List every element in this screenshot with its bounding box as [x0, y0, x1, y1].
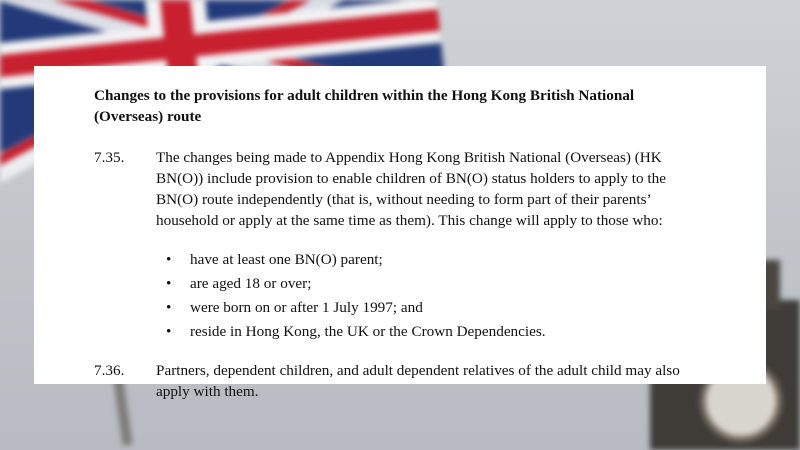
bullet-icon: •	[166, 322, 172, 340]
list-item: • reside in Hong Kong, the UK or the Crown Dependencies.	[166, 322, 706, 343]
list-item: • have at least one BN(O) parent;	[166, 250, 706, 271]
paragraph-text: The changes being made to Appendix Hong Kong British National (Overseas) (HK BN(O)) include provision to enable children of BN(O) status holders to apply to the BN(O) route independently (that is, without needing to form part of their parents’ household or apply at the same time as them). This change will apply to those who:	[156, 148, 666, 229]
bullet-icon: •	[166, 250, 172, 268]
bullet-icon: •	[166, 274, 172, 292]
list-item: • are aged 18 or over;	[166, 274, 706, 295]
paragraph-text: Partners, dependent children, and adult dependent relatives of the adult child may also apply with them.	[156, 361, 680, 400]
bullet-icon: •	[166, 298, 172, 316]
paragraph-7-36	[94, 361, 706, 403]
document-excerpt	[34, 66, 766, 400]
paragraph-number: 7.35.	[94, 148, 125, 166]
list-item: • were born on or after 1 July 1997; and	[166, 298, 706, 319]
criteria-list	[166, 250, 706, 343]
section-heading: Changes to the provisions for adult children within the Hong Kong British National (Overseas) route	[94, 87, 635, 125]
paragraph-number: 7.36.	[94, 361, 125, 379]
paragraph-7-35	[94, 148, 706, 232]
